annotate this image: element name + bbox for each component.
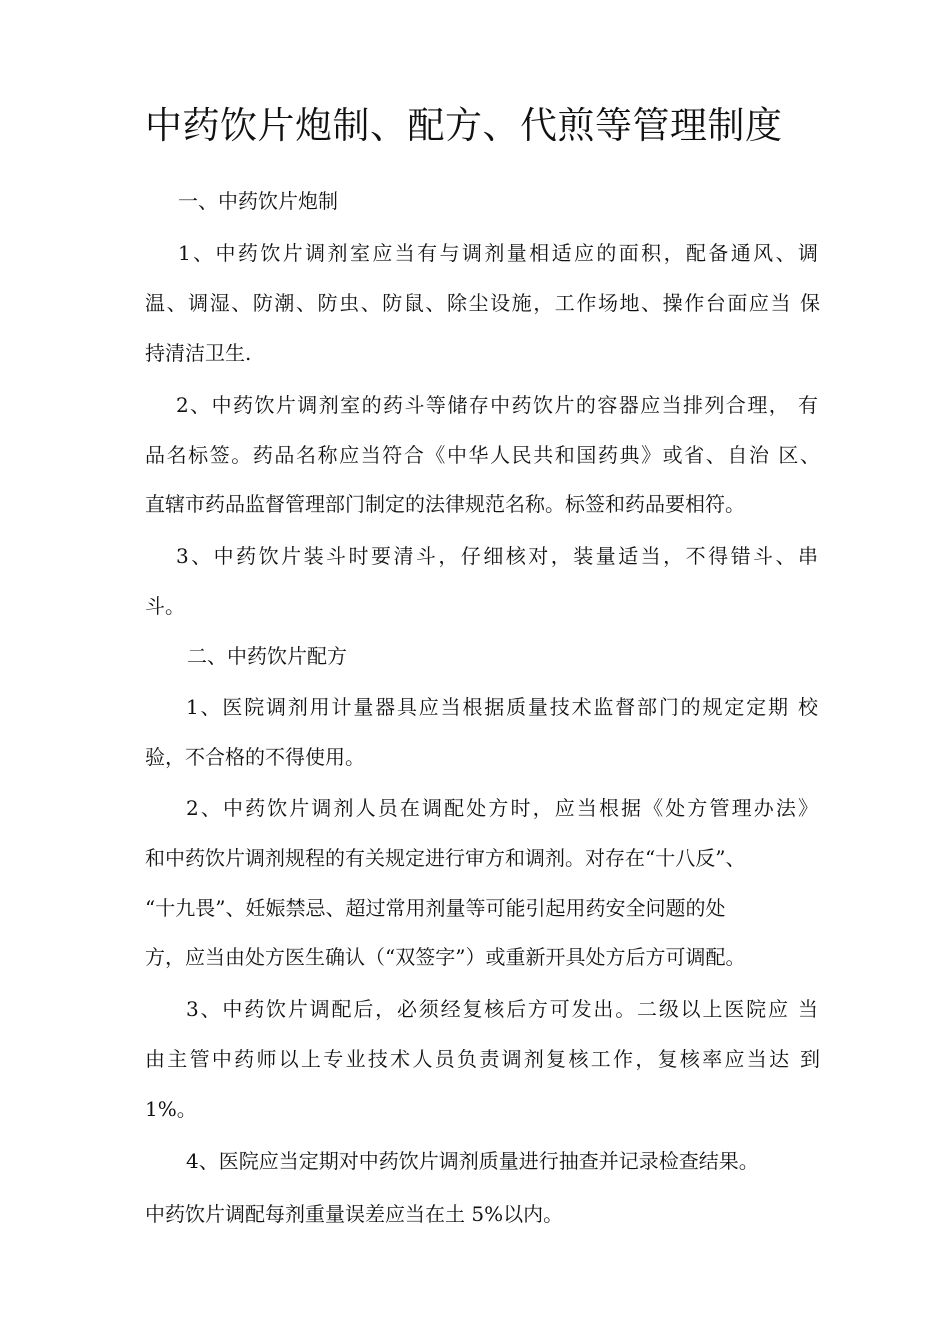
paragraph-line: 方，应当由处方医生确认（“双签字”）或重新开具处方后方可调配。 [145,945,746,969]
paragraph-line: 由主管中药师以上专业技术人员负责调剂复核工作，复核率应当达 到 [145,1047,820,1071]
document-title: 中药饮片炮制、配方、代煎等管理制度 [145,104,783,147]
paragraph-line: “十九畏”、妊娠禁忌、超过常用剂量等可能引起用药安全问题的处 [145,896,726,920]
paragraph-line: 2、中药饮片调剂室的药斗等储存中药饮片的容器应当排列合理， 有 [176,393,818,417]
paragraph-line: 直辖市药品监督管理部门制定的法律规范名称。标签和药品要相符。 [145,492,745,516]
paragraph-line: 中药饮片调配每剂重量误差应当在土 5%以内。 [145,1202,564,1226]
paragraph-line: 3、中药饮片装斗时要清斗，仔细核对，装量适当，不得错斗、串 [176,544,818,568]
paragraph-line: 品名标签。药品名称应当符合《中华人民共和国药典》或省、自治 区、 [145,443,820,467]
paragraph-line: 2、中药饮片调剂人员在调配处方时，应当根据《处方管理办法》 [186,796,818,820]
paragraph-line: 验，不合格的不得使用。 [145,745,365,769]
paragraph-line: 1、医院调剂用计量器具应当根据质量技术监督部门的规定定期 校 [186,695,818,719]
paragraph-line: 温、调湿、防潮、防虫、防鼠、除尘设施，工作场地、操作台面应当 保 [145,291,820,315]
paragraph-line: 和中药饮片调剂规程的有关规定进行审方和调剂。对存在“十八反”、 [145,846,746,870]
section-heading-2: 二、中药饮片配方 [187,644,347,668]
paragraph-line: 斗。 [145,594,185,618]
section-heading-1: 一、中药饮片炮制 [178,189,338,213]
paragraph-line: 1%。 [145,1097,197,1121]
paragraph-line: 3、中药饮片调配后，必须经复核后方可发出。二级以上医院应 当 [186,997,818,1021]
paragraph-line: 4、医院应当定期对中药饮片调剂质量进行抽查并记录检查结果。 [186,1149,759,1173]
paragraph-line: 1、中药饮片调剂室应当有与调剂量相适应的面积，配备通风、调 [178,241,818,265]
paragraph-line: 持清洁卫生. [145,341,252,365]
